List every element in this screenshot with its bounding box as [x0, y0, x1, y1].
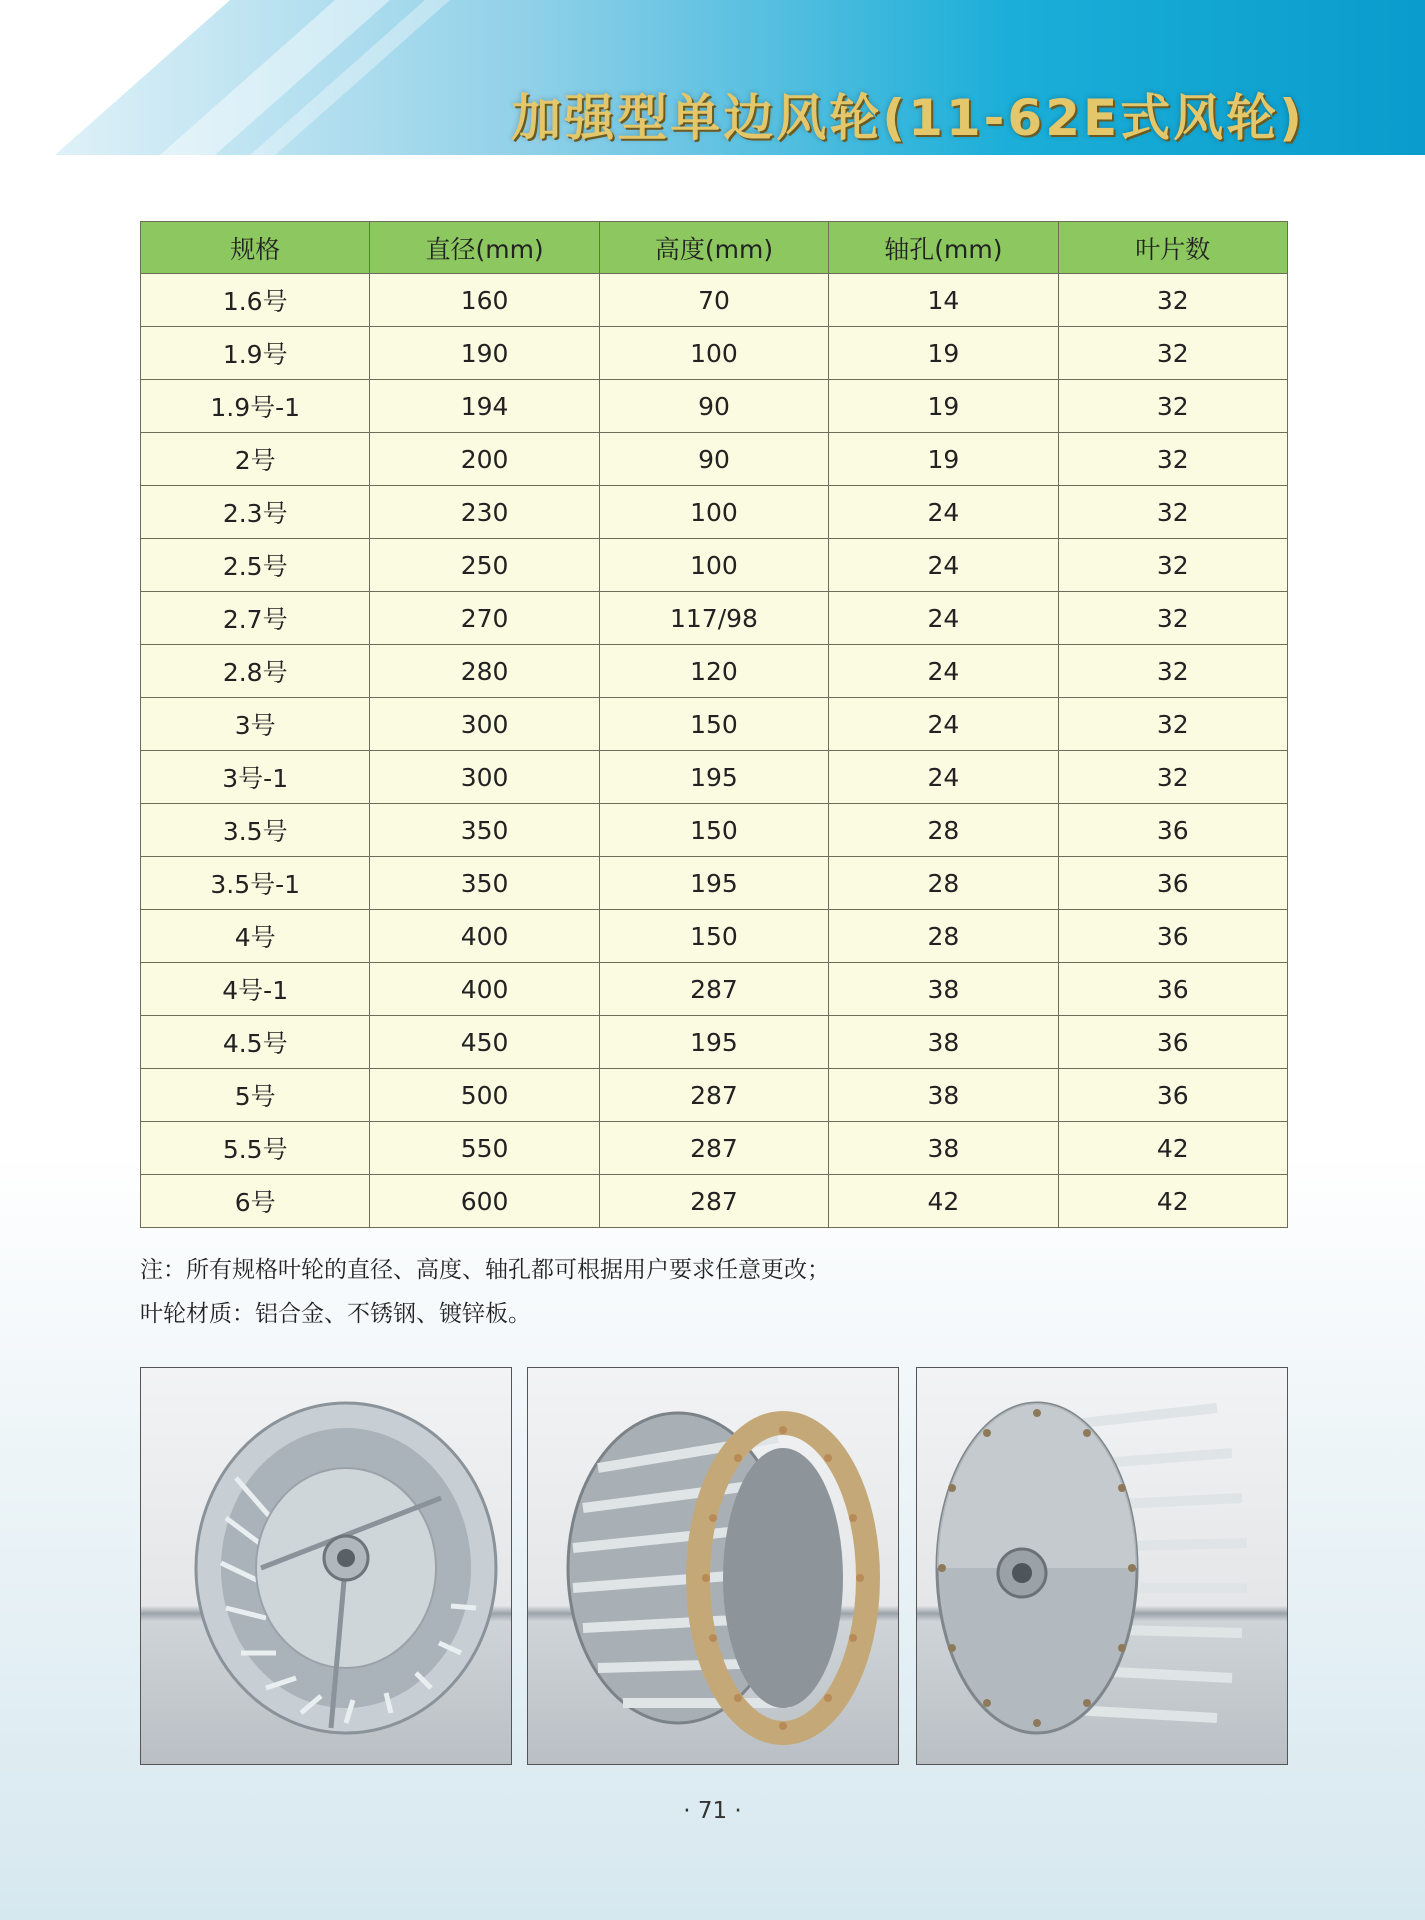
table-cell: 200	[370, 433, 599, 486]
table-cell: 2.3号	[141, 486, 370, 539]
column-header: 轴孔(mm)	[829, 222, 1058, 274]
table-cell: 150	[599, 698, 828, 751]
table-cell: 36	[1058, 1016, 1287, 1069]
table-cell: 42	[1058, 1122, 1287, 1175]
table-cell: 250	[370, 539, 599, 592]
table-cell: 42	[1058, 1175, 1287, 1228]
table-row	[141, 1016, 1288, 1069]
table-cell: 1.6号	[141, 274, 370, 327]
table-cell: 24	[829, 592, 1058, 645]
impeller-image	[141, 1368, 511, 1764]
table-header-row	[141, 222, 1288, 274]
note-line-2: 叶轮材质：铝合金、不锈钢、镀锌板。	[140, 1301, 531, 1327]
table-cell: 100	[599, 539, 828, 592]
table-cell: 5.5号	[141, 1122, 370, 1175]
table-cell: 350	[370, 857, 599, 910]
table-cell: 36	[1058, 857, 1287, 910]
table-cell: 24	[829, 645, 1058, 698]
table-row	[141, 327, 1288, 380]
table-cell: 230	[370, 486, 599, 539]
table-cell: 90	[599, 433, 828, 486]
table-cell: 36	[1058, 963, 1287, 1016]
table-cell: 90	[599, 380, 828, 433]
table-row	[141, 380, 1288, 433]
table-cell: 28	[829, 857, 1058, 910]
table-row	[141, 963, 1288, 1016]
table-cell: 4号	[141, 910, 370, 963]
page-number: · 71 ·	[683, 1798, 742, 1824]
table-cell: 450	[370, 1016, 599, 1069]
table-cell: 32	[1058, 645, 1287, 698]
table-cell: 300	[370, 698, 599, 751]
table-cell: 32	[1058, 433, 1287, 486]
table-cell: 287	[599, 963, 828, 1016]
table-cell: 36	[1058, 910, 1287, 963]
table-cell: 32	[1058, 539, 1287, 592]
table-cell: 600	[370, 1175, 599, 1228]
table-cell: 32	[1058, 592, 1287, 645]
table-cell: 350	[370, 804, 599, 857]
page-header	[0, 0, 1425, 155]
table-cell: 270	[370, 592, 599, 645]
table-cell: 28	[829, 804, 1058, 857]
table-cell: 14	[829, 274, 1058, 327]
table-cell: 2.8号	[141, 645, 370, 698]
table-cell: 19	[829, 433, 1058, 486]
table-cell: 24	[829, 751, 1058, 804]
table-cell: 120	[599, 645, 828, 698]
table-cell: 400	[370, 910, 599, 963]
table-cell: 195	[599, 857, 828, 910]
table-cell: 28	[829, 910, 1058, 963]
table-cell: 3号	[141, 698, 370, 751]
table-cell: 1.9号	[141, 327, 370, 380]
table-cell: 150	[599, 910, 828, 963]
column-header: 直径(mm)	[370, 222, 599, 274]
column-header: 规格	[141, 222, 370, 274]
table-cell: 287	[599, 1069, 828, 1122]
table-cell: 160	[370, 274, 599, 327]
table-cell: 300	[370, 751, 599, 804]
table-cell: 6号	[141, 1175, 370, 1228]
note-line-1: 注：所有规格叶轮的直径、高度、轴孔都可根据用户要求任意更改；	[140, 1257, 830, 1283]
table-cell: 195	[599, 1016, 828, 1069]
table-cell: 24	[829, 486, 1058, 539]
table-row	[141, 857, 1288, 910]
table-cell: 32	[1058, 380, 1287, 433]
table-cell: 117/98	[599, 592, 828, 645]
impeller-image	[917, 1368, 1287, 1764]
column-header: 叶片数	[1058, 222, 1287, 274]
table-cell: 38	[829, 1016, 1058, 1069]
table-cell: 38	[829, 1069, 1058, 1122]
impeller-photo-1	[140, 1367, 512, 1765]
table-row	[141, 1069, 1288, 1122]
table-cell: 5号	[141, 1069, 370, 1122]
spec-table	[140, 221, 1288, 1228]
table-cell: 287	[599, 1122, 828, 1175]
table-row	[141, 1175, 1288, 1228]
table-cell: 24	[829, 539, 1058, 592]
table-row	[141, 592, 1288, 645]
impeller-photo-3	[916, 1367, 1288, 1765]
table-cell: 287	[599, 1175, 828, 1228]
table-row	[141, 645, 1288, 698]
table-cell: 19	[829, 380, 1058, 433]
table-cell: 32	[1058, 486, 1287, 539]
table-cell: 550	[370, 1122, 599, 1175]
table-row	[141, 539, 1288, 592]
table-row	[141, 1122, 1288, 1175]
table-cell: 19	[829, 327, 1058, 380]
table-cell: 2.5号	[141, 539, 370, 592]
impeller-photo-2	[527, 1367, 899, 1765]
table-cell: 100	[599, 327, 828, 380]
page-title: 加强型单边风轮(11-62E式风轮)	[511, 89, 1305, 147]
table-cell: 42	[829, 1175, 1058, 1228]
table-cell: 1.9号-1	[141, 380, 370, 433]
table-cell: 38	[829, 1122, 1058, 1175]
column-header: 高度(mm)	[599, 222, 828, 274]
table-cell: 195	[599, 751, 828, 804]
table-row	[141, 274, 1288, 327]
table-cell: 150	[599, 804, 828, 857]
table-row	[141, 751, 1288, 804]
table-cell: 280	[370, 645, 599, 698]
table-row	[141, 698, 1288, 751]
table-cell: 500	[370, 1069, 599, 1122]
table-cell: 3.5号-1	[141, 857, 370, 910]
table-cell: 38	[829, 963, 1058, 1016]
table-cell: 4.5号	[141, 1016, 370, 1069]
table-cell: 194	[370, 380, 599, 433]
table-cell: 32	[1058, 274, 1287, 327]
table-cell: 36	[1058, 804, 1287, 857]
table-cell: 70	[599, 274, 828, 327]
table-cell: 3.5号	[141, 804, 370, 857]
table-cell: 36	[1058, 1069, 1287, 1122]
table-row	[141, 486, 1288, 539]
table-cell: 24	[829, 698, 1058, 751]
table-cell: 3号-1	[141, 751, 370, 804]
table-cell: 32	[1058, 698, 1287, 751]
table-cell: 400	[370, 963, 599, 1016]
table-cell: 32	[1058, 751, 1287, 804]
table-cell: 100	[599, 486, 828, 539]
table-row	[141, 804, 1288, 857]
table-row	[141, 433, 1288, 486]
notes	[140, 1248, 830, 1336]
impeller-image	[528, 1368, 898, 1764]
table-cell: 4号-1	[141, 963, 370, 1016]
table-cell: 2.7号	[141, 592, 370, 645]
table-row	[141, 910, 1288, 963]
table-cell: 190	[370, 327, 599, 380]
table-cell: 2号	[141, 433, 370, 486]
table-cell: 32	[1058, 327, 1287, 380]
